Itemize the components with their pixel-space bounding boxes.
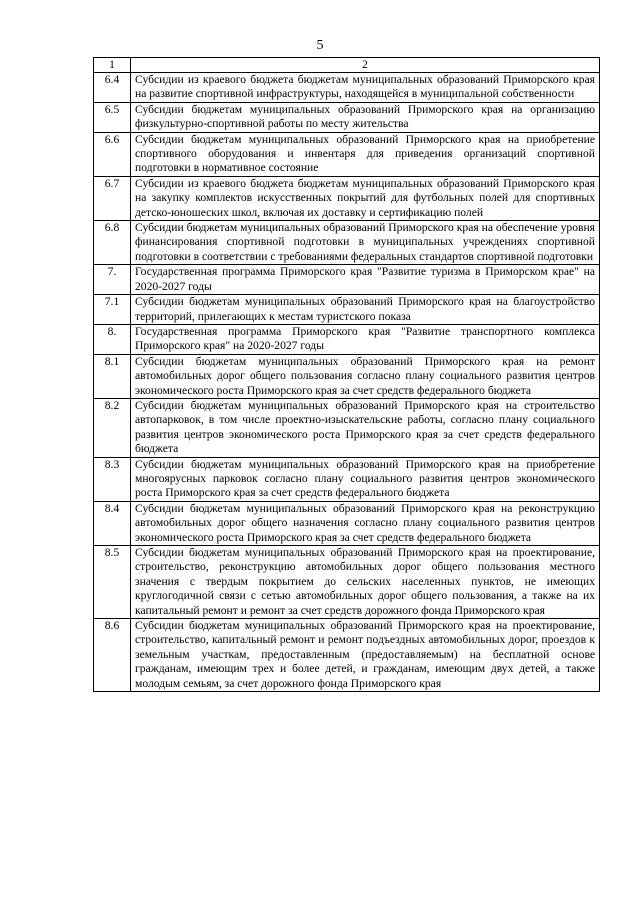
row-description-cell: Субсидии бюджетам муниципальных образований Приморского края на приобретение многоярусных парковок согласно плану социального развития центров экономического роста Приморского края за счет средств федерального бюджета xyxy=(131,457,600,501)
table-row xyxy=(94,619,600,692)
header-cell-number: 1 xyxy=(94,58,131,73)
table-row xyxy=(94,398,600,457)
row-number-cell: 8.3 xyxy=(94,457,131,501)
table-row xyxy=(94,501,600,545)
row-number-cell: 8.5 xyxy=(94,546,131,619)
table-row xyxy=(94,176,600,220)
row-number-cell: 8.1 xyxy=(94,354,131,398)
table-row xyxy=(94,295,600,325)
row-description-cell: Субсидии бюджетам муниципальных образований Приморского края на приобретение спортивного оборудования и инвентаря для приведения организаций спортивной подготовки в нормативное состояние xyxy=(131,132,600,176)
row-number-cell: 8. xyxy=(94,324,131,354)
row-number-cell: 8.2 xyxy=(94,398,131,457)
table-row xyxy=(94,73,600,103)
row-number-cell: 6.4 xyxy=(94,73,131,103)
subsidies-table xyxy=(93,57,600,692)
row-description-cell: Субсидии из краевого бюджета бюджетам муниципальных образований Приморского края на развитие спортивной инфраструктуры, находящейся в муниципальной собственности xyxy=(131,73,600,103)
table-body xyxy=(94,58,600,692)
row-number-cell: 7.1 xyxy=(94,295,131,325)
table-row xyxy=(94,457,600,501)
table-row xyxy=(94,132,600,176)
row-description-cell: Субсидии бюджетам муниципальных образований Приморского края на проектирование, строительство, реконструкцию автомобильных дорог общего пользования местного значения с твердым покрытием до сельских населенных пунктов, не имеющих круглогодичной связи с сетью автомобильных дорог общего пользования, а также на их капитальный ремонт и ремонт за счет средств дорожного фонда Приморского края xyxy=(131,546,600,619)
row-number-cell: 8.6 xyxy=(94,619,131,692)
table-row xyxy=(94,265,600,295)
row-description-cell: Государственная программа Приморского края "Развитие туризма в Приморском крае" на 2020-2027 годы xyxy=(131,265,600,295)
table-row xyxy=(94,354,600,398)
header-cell-description: 2 xyxy=(131,58,600,73)
table-row xyxy=(94,102,600,132)
row-number-cell: 6.7 xyxy=(94,176,131,220)
row-description-cell: Субсидии бюджетам муниципальных образований Приморского края на ремонт автомобильных дорог общего пользования согласно плану социального развития центров экономического роста Приморского края за счет средств федерального бюджета xyxy=(131,354,600,398)
row-description-cell: Субсидии бюджетам муниципальных образований Приморского края на проектирование, строительство, капитальный ремонт и ремонт подъездных автомобильных дорог, проездов к земельным участкам, предоставленным (предоставляемым) на бесплатной основе гражданам, имеющим трех и более детей, и гражданам, имеющим двух детей, а также молодым семьям, за счет дорожного фонда Приморского края xyxy=(131,619,600,692)
table-row xyxy=(94,546,600,619)
row-description-cell: Субсидии бюджетам муниципальных образований Приморского края на реконструкцию автомобильных дорог общего назначения согласно плану социального развития центров экономического роста Приморского края за счет средств федерального бюджета xyxy=(131,501,600,545)
row-number-cell: 6.6 xyxy=(94,132,131,176)
row-description-cell: Субсидии из краевого бюджета бюджетам муниципальных образований Приморского края на закупку комплектов искусственных покрытий для футбольных полей для спортивных детско-юношеских школ, включая их доставку и сертификацию полей xyxy=(131,176,600,220)
table-header-row xyxy=(94,58,600,73)
row-number-cell: 7. xyxy=(94,265,131,295)
row-number-cell: 6.8 xyxy=(94,221,131,265)
row-description-cell: Субсидии бюджетам муниципальных образований Приморского края на организацию физкультурно-спортивной работы по месту жительства xyxy=(131,102,600,132)
row-number-cell: 8.4 xyxy=(94,501,131,545)
row-description-cell: Субсидии бюджетам муниципальных образований Приморского края на обеспечение уровня финансирования спортивной подготовки в муниципальных учреждениях спортивной подготовки в соответствии с требованиями федеральных стандартов спортивной подготовки xyxy=(131,221,600,265)
row-description-cell: Субсидии бюджетам муниципальных образований Приморского края на благоустройство территорий, прилегающих к местам туристского показа xyxy=(131,295,600,325)
table-row xyxy=(94,324,600,354)
row-description-cell: Субсидии бюджетам муниципальных образований Приморского края на строительство автопарковок, в том числе проектно-изыскательские работы, согласно плану социального развития центров экономического роста Приморского края за счет средств федерального бюджета xyxy=(131,398,600,457)
table-row xyxy=(94,221,600,265)
row-description-cell: Государственная программа Приморского края "Развитие транспортного комплекса Приморского края" на 2020-2027 годы xyxy=(131,324,600,354)
page-number: 5 xyxy=(316,38,324,53)
row-number-cell: 6.5 xyxy=(94,102,131,132)
